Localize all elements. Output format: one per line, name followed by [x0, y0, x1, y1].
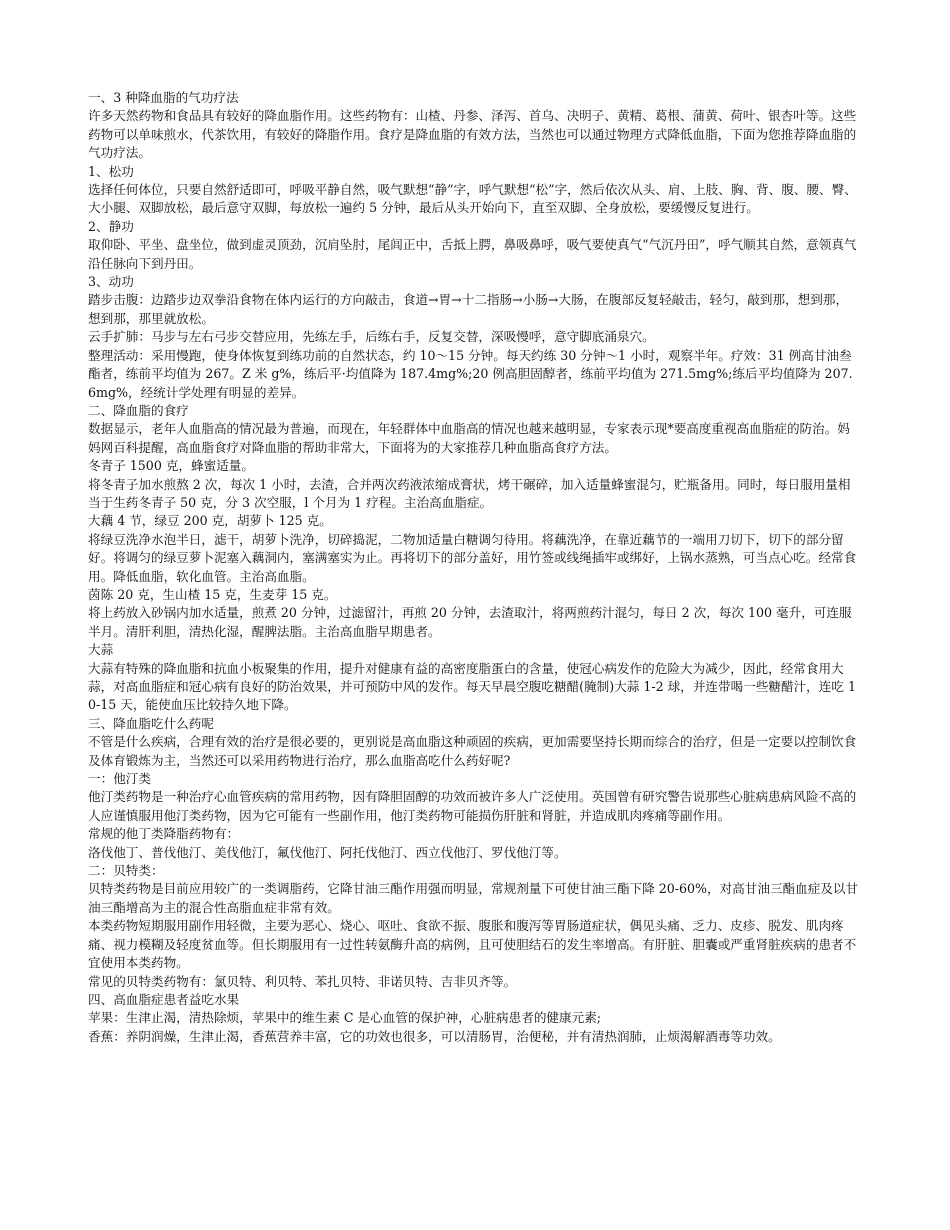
paragraph: 将冬青子加水煎熬 2 次，每次 1 小时，去渣，合并两次药液浓缩成膏状，烤干碾碎，加入适量蜂蜜混匀，贮瓶备用。同时，每日服用量相当于生药冬青子 50 克，分 3 次空服，l 个月为 1 疗程。主治高血脂症。: [88, 476, 851, 510]
paragraph: 大藕 4 节，绿豆 200 克，胡萝卜 125 克。: [88, 513, 332, 529]
paragraph: 常见的贝特类药物有：氯贝特、利贝特、苯扎贝特、非诺贝特、吉非贝齐等。: [88, 973, 517, 989]
section-heading: 四、高血脂症患者益吃水果: [88, 991, 240, 1007]
paragraph: 洛伐他丁、普伐他汀、美伐他汀，氟伐他汀、阿托伐他汀、西立伐他汀、罗伐他汀等。: [88, 844, 567, 860]
paragraph: 数据显示，老年人血脂高的情况最为普遍，而现在，年轻群体中血脂高的情况也越来越明显，专家表示现*要高度重视高血脂症的防治。妈妈网百科提醒，高血脂食疗对降血脂的帮助非常大，下面将为的大家推荐几种血脂高食疗方法。: [88, 421, 850, 455]
paragraph: 冬青子 1500 克，蜂蜜适量。: [88, 458, 254, 474]
paragraph: 香蕉：养阴润燥，生津止渴，香蕉营养丰富，它的功效也很多，可以清肠胃，治便秘，并有清热润肺，止烦渴解酒毒等功效。: [88, 1028, 781, 1044]
paragraph: 选择任何体位，只要自然舒适即可，呼吸平静自然，吸气默想“静”字，呼气默想“松”字，然后依次从头、肩、上肢、胸、背、腹、腰、臀、大小腿、双脚放松，最后意守双脚，每放松一遍约 5 分钟，最后从头开始向下，直至双脚、全身放松，要缓慢反复进行。: [88, 182, 857, 216]
paragraph: 许多天然药物和食品具有较好的降血脂作用。这些药物有：山楂、丹参、泽泻、首乌、决明子、黄精、葛根、蒲黄、荷叶、银杏叶等。这些药物可以单味煎水，代茶饮用，有较好的降脂作用。食疗是降血脂的有效方法，当然也可以通过物理方式降低血脂，下面为您推荐降血脂的气功疗法。: [88, 108, 857, 161]
paragraph: 他汀类药物是一种治疗心血管疾病的常用药物，因有降胆固醇的功效而被许多人广泛使用。英国曾有研究警告说那些心脏病患病风险不高的人应谨慎服用他汀类药物，因为它可能有一些副作用，他汀类药物可能损伤肝脏和肾脏，并造成肌肉疼痛等副作用。: [88, 789, 857, 823]
section-heading: 三、降血脂吃什么药呢: [88, 715, 214, 731]
paragraph: 踏步击腹：边踏步边双拳沿食物在体内运行的方向敲击，食道→胃→十二指肠→小肠→大肠，在腹部反复轻敲击，轻匀，敲到那，想到那，想到那，那里就放松。: [88, 292, 849, 326]
paragraph: 整理活动：采用慢跑，使身体恢复到练功前的自然状态，约 10～15 分钟。每天约练 30 分钟～1 小时，观察半年。疗效：31 例高甘油叁酯者，练前平均值为 267。Z 米 g%，练后平·均值降为 187.4mg%;20 例高胆固醇者，练前平均值为 271.5mg%;练后平均值降为 207.6mg%，经统计学处理有明显的差异。: [88, 347, 853, 400]
paragraph: 云手扩肺：马步与左右弓步交替应用，先练左手，后练右手，反复交替，深吸慢呼，意守脚底涌泉穴。: [88, 329, 655, 345]
paragraph: 大蒜有特殊的降血脂和抗血小板聚集的作用，提升对健康有益的高密度脂蛋白的含量，使冠心病发作的危险大为减少，因此，经常食用大蒜，对高血脂症和冠心病有良好的防治效果，并可预防中风的发作。每天早晨空腹吃糖醋(腌制)大蒜 1-2 球，并连带喝一些糖醋汁，连吃 10-15 天，能使血压比较持久地下降。: [88, 660, 856, 713]
subsection-heading: 1、松功: [88, 163, 134, 179]
subsection-heading: 3、动功: [88, 274, 134, 290]
paragraph: 贝特类药物是目前应用较广的一类调脂药，它降甘油三酯作用强而明显，常规剂量下可使甘油三酯下降 20-60%，对高甘油三酯血症及以甘油三酯增高为主的混合性高脂血症非常有效。: [88, 881, 859, 915]
paragraph: 不管是什么疾病，合理有效的治疗是很必要的，更别说是高血脂这种顽固的疾病，更加需要坚持长期而综合的治疗，但是一定要以控制饮食及体育锻炼为主，当然还可以采用药物进行治疗，那么血脂高吃什么药好呢?: [88, 734, 857, 768]
paragraph: 取仰卧、平坐、盘坐位，做到虚灵顶劲，沉肩坠肘，尾闾正中，舌抵上腭，鼻吸鼻呼，吸气要使真气“气沉丹田”，呼气顺其自然，意领真气沿任脉向下到丹田。: [88, 237, 857, 271]
document-body: [88, 89, 860, 1046]
subsection-heading: 二：贝特类：: [88, 863, 164, 879]
paragraph: 将上药放入砂锅内加水适量，煎煮 20 分钟，过滤留汁，再煎 20 分钟，去渣取汁，将两煎药汁混匀，每日 2 次，每次 100 毫升，可连服半月。清肝利胆，清热化湿，醒脾法脂。主治高血脂早期患者。: [88, 605, 852, 639]
paragraph: 苹果：生津止渴，清热除烦，苹果中的维生素 C 是心血管的保护神，心脏病患者的健康元素;: [88, 1010, 602, 1026]
paragraph: 本类药物短期服用副作用轻微，主要为恶心、烧心、呕吐、食欲不振、腹胀和腹泻等胃肠道症状，偶见头痛、乏力、皮疹、脱发、肌肉疼痛、视力模糊及轻度贫血等。但长期服用有一过性转氨酶升高的病例，且可使胆结石的发生率增高。有肝脏、胆囊或严重肾脏疾病的患者不宜使用本类药物。: [88, 918, 857, 971]
section-heading: 一、3 种降血脂的气功疗法: [88, 90, 239, 105]
paragraph: 大蒜: [88, 642, 114, 658]
paragraph: 茵陈 20 克，生山楂 15 克，生麦芽 15 克。: [88, 586, 337, 602]
paragraph: 常规的他丁类降脂药物有：: [88, 826, 240, 842]
paragraph: 将绿豆洗净水泡半日，滤干，胡萝卜洗净，切碎捣泥，二物加适量白糖调匀待用。将藕洗净，在靠近藕节的一端用刀切下，切下的部分留好。将调匀的绿豆萝卜泥塞入藕洞内，塞满塞实为止。再将切下的部分盖好，用竹签或线绳插牢或绑好，上锅水蒸熟，可当点心吃。经常食用。降低血脂，软化血管。主治高血脂。: [88, 531, 857, 584]
subsection-heading: 2、静功: [88, 218, 134, 234]
section-heading: 二、降血脂的食疗: [88, 402, 189, 418]
subsection-heading: 一：他汀类: [88, 771, 151, 787]
